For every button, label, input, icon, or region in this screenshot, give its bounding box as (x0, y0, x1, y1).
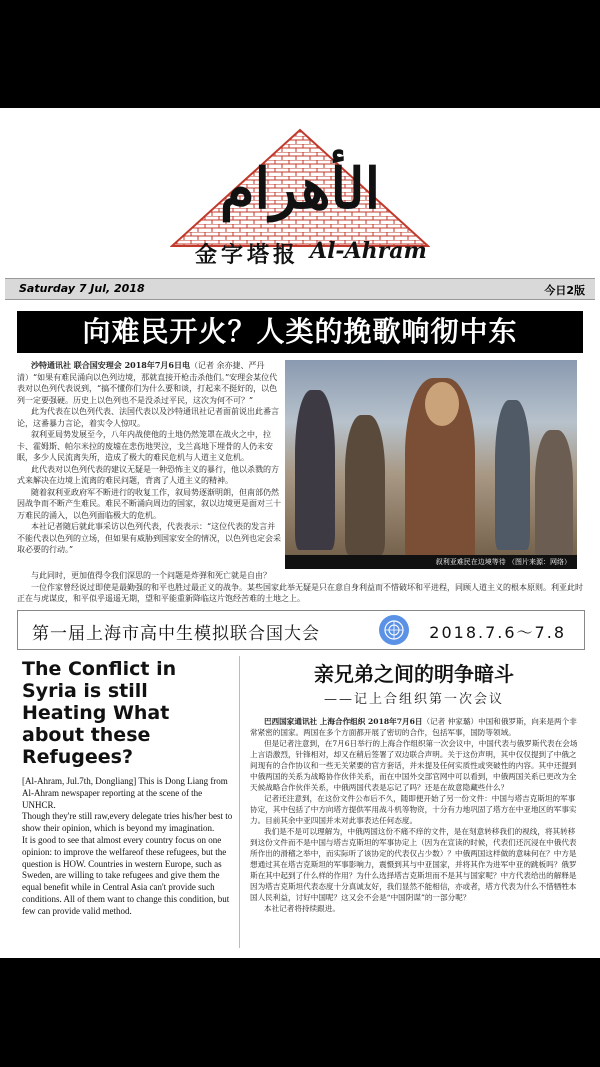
refugee-photo (285, 360, 577, 568)
article-paragraph: 沙特通讯社 联合国安理会 2018年7月6日电（记者 余亦捷、严丹清）“如果有难民涌向以色列边境，那就直接开枪击杀他们。”安理会某位代表对以色列代表说到，“搞不懂你们为什么要和谈，打起来不挺好的，以色列一定要强硬。历史上以色列也不是没杀过平民，这次为何不可？” (17, 360, 278, 405)
edition-label: 今日2版 (544, 284, 585, 297)
sco-article-subtitle: ——记上合组织第一次会议 (323, 692, 504, 707)
article-paragraph: 巴西国家通讯社 上海合作组织 2018年7月6日（记者 仲家璐）中国和俄罗斯，向来是两个非常紧密的国家。两国在多个方面都开展了密切的合作，包括军事，国防等领域。 (250, 717, 577, 737)
sco-article-title: 亲兄弟之间的明争暗斗 (314, 662, 514, 686)
article-refugees (17, 360, 283, 556)
article-paragraph: 我们是不是可以理解为，中俄两国这份不痛不痒的文件，是在刻意转移我们的视线，将其转移到这份文件而不是中国与塔吉克斯坦的军事协定上（因为在宣读的时候，代表们还沉浸在中俄代表所作出的滑稽之举中，而实际听了该协定的代表仅占少数）？中俄两国这样做的意味何在？中方是想通过其在塔吉克斯坦的军事影响力，震慑到其与中亚国家，并将其作为进军中亚的跳板吗？俄罗斯在其中起到了什么样的作用？为什么选择塔吉克斯坦而不是其与国家呢？中方代表给出的解释是因为塔吉克斯坦代表态度十分真诚友好，我们显然不能相信，亦或者，塔方代表为什么不惜牺牲本国人民利益，讨好中国呢？这又会不会是“中国阴谋”的一部分呢？ (250, 827, 577, 902)
article-paragraph: 一位作家曾经说过即使是最勤强的和平也胜过最正义的战争。某些国家此举无疑是只在意自身利益而不惜破坏和平进程，同顾人道主义的根本原则。利亚此时正在与虎谋皮，和平似乎遥遥无期，望和平能重新降临这片饱经苦难的土地之上。 (17, 582, 583, 603)
sco-article-body (250, 716, 580, 914)
photo-caption: 叙利亚难民在边境等待 （图片来源：网络） (285, 555, 577, 569)
conference-title: 第一届上海市高中生模拟联合国大会 (32, 624, 320, 644)
conference-dates: 2018.7.6～7.8 (429, 623, 566, 642)
child-figure (345, 415, 385, 555)
column-divider (239, 656, 240, 948)
article-paragraph: 本社记者随后就此事采访以色列代表，代表表示：“这位代表的发言并不能代表以色列的立场，但如果有威胁到国家安全的情况，以色列也定会采取必要的行动。” (17, 522, 281, 554)
article-dateline: 巴西国家通讯社 上海合作组织 2018年7月6日 (264, 717, 423, 726)
arabic-logo-text: الأهرام (219, 156, 381, 222)
english-article-body (22, 776, 236, 918)
article-paragraph: It is good to see that almost every country focus on one opinion: to improve the welfareof these refugees, but the question is HOW. Countries in western Europe, such as Sweden, are willing to take refugees and give them the equal benefit while in Central Asia can't provide such conditions. All of them want to change this condition, but few can provide valid method. (22, 834, 230, 916)
article-paragraph: [Al-Ahram, Jul.7th, Dongliang] This is Dong Liang from Al-Ahram newspaper reporting at the scene of the UNHCR. (22, 776, 228, 810)
main-headline: 向难民开火？人类的挽歌响彻中东 (17, 311, 583, 353)
bystander-figure (295, 390, 335, 550)
article-paragraph: 随着叙利亚政府军不断进行的收复工作，叙局势逐渐明朗，但南部仍然因战争而不断产生难民。难民不断涌向周边的国家，叙以边境更是面对三十万难民的涌入，以色列面临极大的危机。 (17, 487, 281, 520)
article-paragraph: 此代表对以色列代表的建议无疑是一种恐怖主义的暴行，他以杀戮的方式来解决在边境上流离的难民问题，背离了人道主义的精神。 (17, 464, 279, 485)
issue-date: Saturday 7 Jul, 2018 (19, 282, 145, 295)
bystander-figure (535, 430, 573, 560)
english-masthead-name: Al-Ahram (310, 238, 427, 264)
date-bar (5, 278, 595, 300)
woman-face (425, 382, 459, 426)
article-paragraph: 与此同时，更加值得令我们深思的一个问题是炸弹和死亡就是自由？ (31, 571, 271, 580)
article-dateline: 沙特通讯社 联合国安理会 2018年7月6日电 (31, 360, 190, 370)
article-paragraph: 叙利亚局势发展至今，八年内战使他的土地仍然笼罩在战火之中，拉卡、霍姆斯、帕尔米拉的废墟在悲伤地哭泣，戈兰高地下埋骨的人仍未安眠，多少人民流离失所，造成了极大的难民危机与人道主义危机。 (17, 430, 273, 462)
article-refugees-continued (17, 570, 583, 605)
article-paragraph: 此为代表在以色列代表、法国代表以及沙特通讯社记者面前说出此番言论，这番暴力言论，着实令人惊叹。 (17, 407, 279, 428)
article-paragraph: 但是记者注意到，在7月6日举行的上海合作组织第一次会议中，中国代表与俄罗斯代表在会场上言语激烈，针锋相对，却又在稍后签署了双边联合声明。关于这份声明，其中仅仅提到了中俄之间现有的合作协议和一些无关紧要的官方套话，并未提及任何实质性或突破性的内容。其中还提到中俄两国的关系为战略协作伙伴关系，而在中国外交部官网中可以看到，中俄两国关系已更改为全天候战略合作伙伴关系，中俄两国代表是忘记了吗？还是在故意隐藏些什么？ (250, 739, 578, 792)
article-paragraph: Though they're still raw,every delegate tries his/her best to show their opinion, which is beyond my imagination. (22, 811, 233, 834)
english-article-title: The Conflict in Syria is still Heating What about these Refugees? (22, 658, 177, 768)
masthead (0, 108, 600, 278)
conference-banner (17, 610, 585, 650)
chinese-masthead-name: 金字塔报 (195, 243, 300, 268)
article-paragraph: 本社记者将持续跟进。 (264, 904, 340, 913)
article-paragraph: 记者还注意到，在这份文件公布后不久，随即便开始了另一份文件：中国与塔吉克斯坦的军事协定，其中包括了中方向塔方提供军用战斗机等物资，十分有力地巩固了塔方在中亚地区的军事实力。目前其余中亚四国并未对此事表达任何态度。 (250, 794, 577, 825)
bystander-figure (495, 400, 530, 550)
united-nations-emblem-icon (378, 614, 410, 646)
newspaper-page (0, 108, 600, 958)
